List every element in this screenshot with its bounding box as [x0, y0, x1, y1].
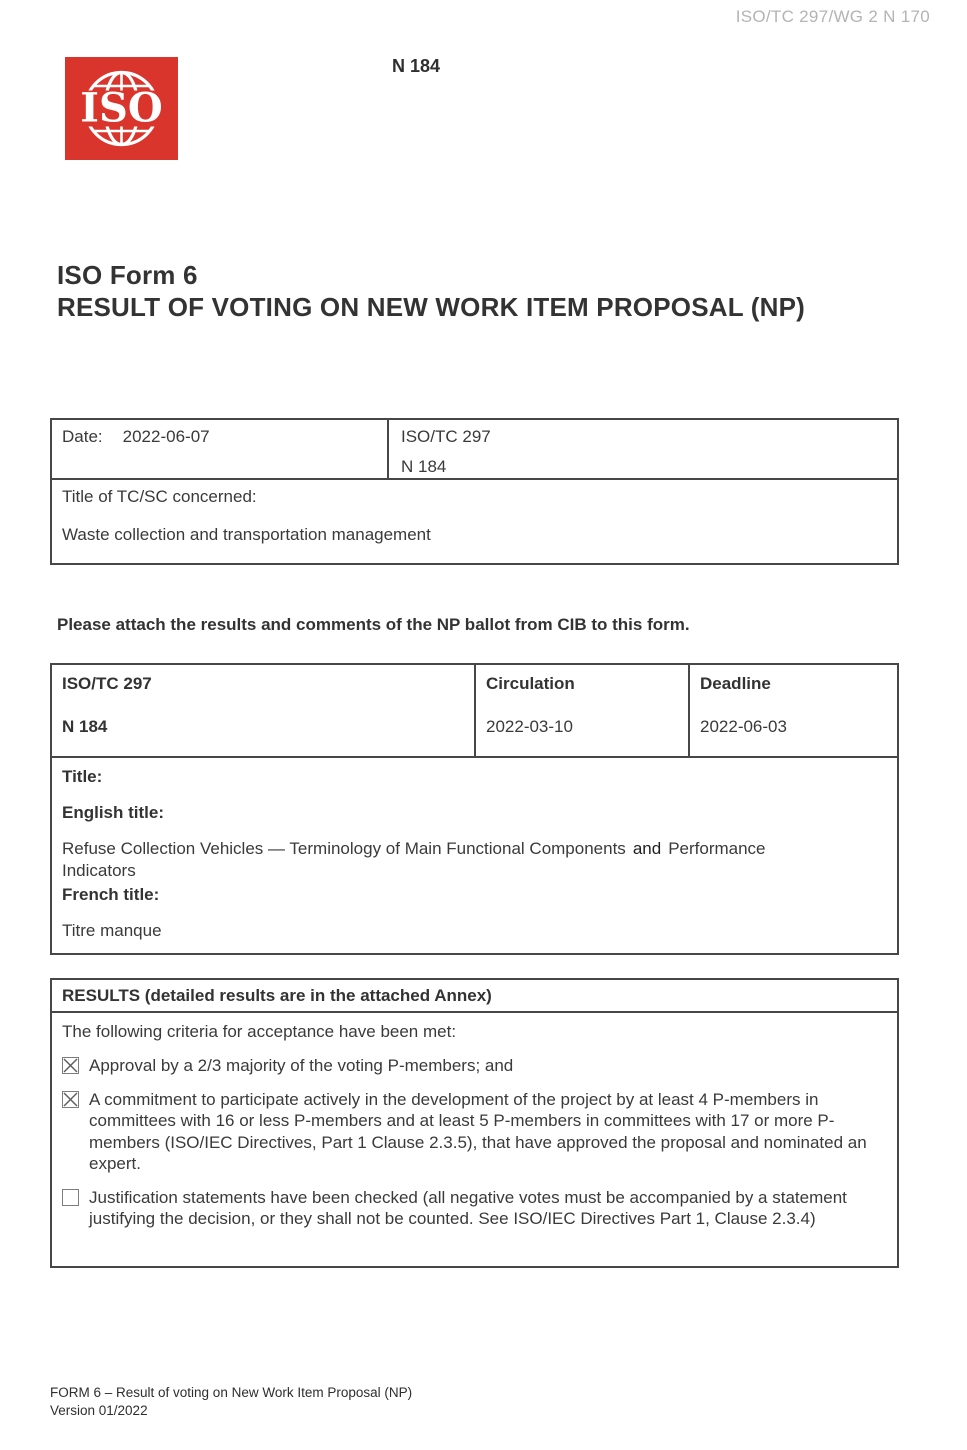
circulation-cell — [476, 665, 690, 756]
deadline-date: 2022-06-03 — [700, 717, 787, 736]
footer-form-name: FORM 6 – Result of voting on New Work Item Proposal (NP) — [50, 1385, 413, 1400]
ballot-doc-number: N 184 — [62, 717, 108, 736]
title-cell — [52, 758, 897, 950]
circulation-label: Circulation — [486, 674, 575, 693]
criterion-item — [62, 1187, 887, 1230]
document-reference: ISO/TC 297/WG 2 N 170 — [735, 7, 930, 26]
circulation-date: 2022-03-10 — [486, 717, 573, 736]
ballot-committee-cell — [52, 665, 476, 756]
criterion-item — [62, 1055, 887, 1077]
committee-doc-number: N 184 — [401, 457, 447, 476]
tc-title-cell — [52, 480, 897, 552]
english-title-part1: Refuse Collection Vehicles — Terminology of Main Functional Components — [62, 839, 626, 858]
iso-logo-text: ISO — [80, 84, 163, 132]
english-title-label: English title: — [62, 803, 164, 822]
english-title-value — [62, 838, 807, 882]
english-title-part2: Performance Indicators — [62, 839, 766, 880]
committee-name: ISO/TC 297 — [401, 427, 491, 446]
info-table — [50, 418, 899, 565]
french-title-label: French title: — [62, 885, 160, 904]
page-footer — [50, 1384, 412, 1420]
french-title-value: Titre manque — [62, 921, 162, 940]
criterion-item — [62, 1089, 887, 1175]
results-intro: The following criteria for acceptance have been met: — [62, 1022, 457, 1041]
page-title — [57, 259, 805, 323]
ballot-table — [50, 663, 899, 955]
results-table — [50, 978, 899, 1268]
table-row — [52, 665, 897, 758]
results-header: RESULTS (detailed results are in the attached Annex) — [52, 980, 897, 1013]
attach-instruction: Please attach the results and comments of the NP ballot from CIB to this form. — [57, 615, 690, 634]
date-label: Date: — [62, 427, 103, 446]
deadline-label: Deadline — [700, 674, 771, 693]
form-subject: RESULT OF VOTING ON NEW WORK ITEM PROPOSAL (NP) — [57, 292, 805, 322]
committee-cell — [389, 420, 897, 478]
deadline-cell — [690, 665, 897, 756]
criterion-text: Approval by a 2/3 majority of the voting P-members; and — [89, 1056, 514, 1075]
english-title-and: and — [632, 839, 662, 858]
tc-title-value: Waste collection and transportation management — [62, 525, 431, 544]
footer-version: Version 01/2022 — [50, 1403, 148, 1418]
document-number: N 184 — [392, 56, 441, 76]
checkbox-icon[interactable] — [62, 1057, 79, 1074]
iso-logo-icon — [65, 57, 178, 160]
ballot-committee: ISO/TC 297 — [62, 674, 152, 693]
form-name: ISO Form 6 — [57, 260, 198, 290]
table-row — [52, 420, 897, 480]
tc-title-label: Title of TC/SC concerned: — [62, 487, 257, 506]
checkbox-icon[interactable] — [62, 1189, 79, 1206]
checkbox-icon[interactable] — [62, 1091, 79, 1108]
date-value: 2022-06-07 — [122, 427, 210, 446]
criterion-text: Justification statements have been checked (all negative votes must be accompanied by a statement justifying the decision, or they shall not be counted. See ISO/IEC Directives Part 1, Clause 2.3.4) — [89, 1187, 847, 1228]
results-body — [52, 1013, 897, 1238]
title-label: Title: — [62, 767, 103, 786]
date-cell — [52, 420, 389, 478]
criterion-text: A commitment to participate actively in the development of the project by at least 4 P-members in committees with 16 or less P-members and at least 5 P-members in committees with 17 or more P-members (ISO/IEC Directives, Part 1 Clause 2.3.5), that have approved the proposal and nominated an expert. — [89, 1089, 867, 1173]
